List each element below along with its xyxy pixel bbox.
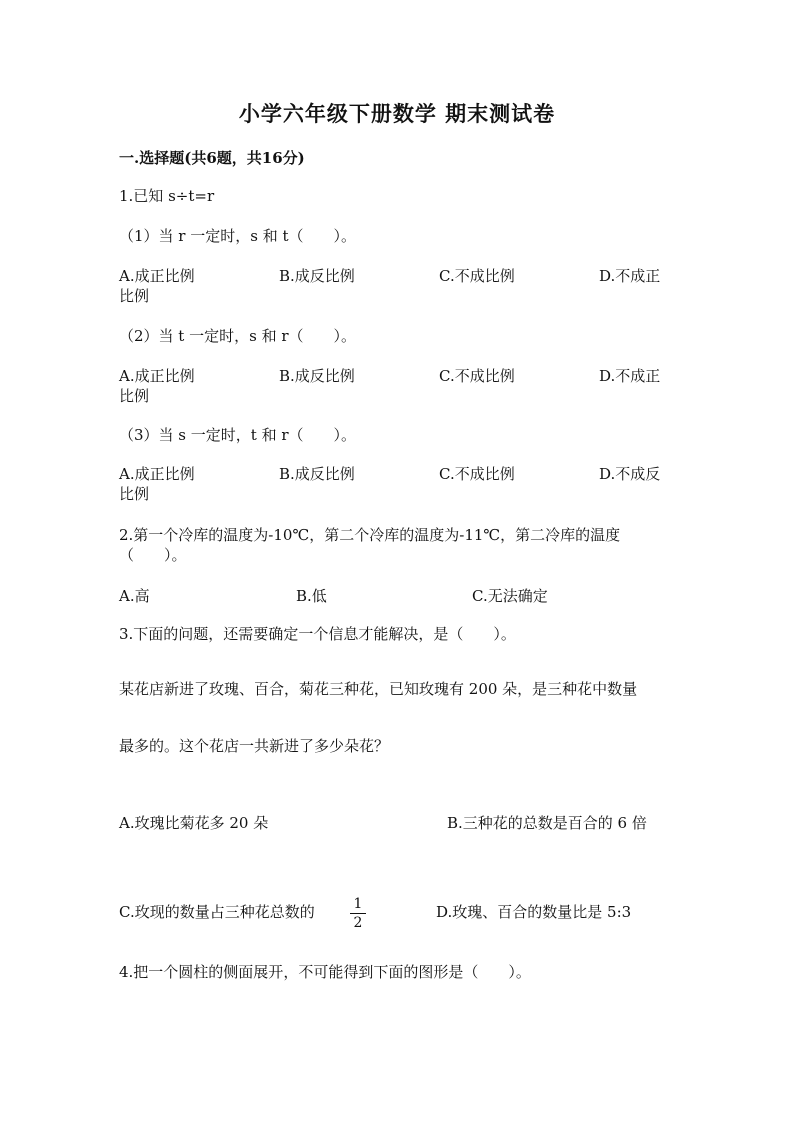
q1-sub1-option-b: B.成反比例 [279,267,355,285]
fraction-denominator: 2 [353,915,363,931]
q3-paragraph-2: 最多的。这个花店一共新进了多少朵花？ [119,737,390,755]
q3-option-c: C.玫现的数量占三种花总数的 [119,903,315,921]
q2-option-a: A.高 [119,587,150,605]
q3-option-a: A.玫瑰比菊花多 20 朵 [119,814,269,832]
q1-sub1-option-d-wrap: 比例 [119,287,150,305]
q3-option-d: D.玫瑰、百合的数量比是 5:3 [436,903,632,921]
q2-option-b: B.低 [296,587,327,605]
q1-sub1-text: （1）当 r 一定时，s 和 t（ ）。 [119,227,357,245]
q1-sub3-text: （3）当 s 一定时，t 和 r（ ）。 [119,426,357,444]
q1-sub3-option-d: D.不成反 [599,465,661,483]
q1-sub2-option-d: D.不成正 [599,367,661,385]
q3-stem: 3.下面的问题，还需要确定一个信息才能解决，是（ ）。 [119,625,516,643]
fraction-numerator: 1 [353,896,363,912]
q1-stem: 1.已知 s÷t=r [119,187,215,205]
q1-sub3-option-c: C.不成比例 [439,465,515,483]
q3-paragraph-1: 某花店新进了玫瑰、百合，菊花三种花，已知玫瑰有 200 朵，是三种花中数量 [119,680,638,698]
q1-sub1-option-a: A.成正比例 [119,267,195,285]
q1-sub2-option-c: C.不成比例 [439,367,515,385]
q1-sub2-text: （2）当 t 一定时，s 和 r（ ）。 [119,327,357,345]
q1-sub2-option-b: B.成反比例 [279,367,355,385]
q1-sub2-option-d-wrap: 比例 [119,387,150,405]
q1-sub2-option-a: A.成正比例 [119,367,195,385]
q1-sub3-option-a: A.成正比例 [119,465,195,483]
q4-stem: 4.把一个圆柱的侧面展开，不可能得到下面的图形是（ ）。 [119,963,531,981]
page-title: 小学六年级下册数学 期末测试卷 [238,101,556,126]
q2-option-c: C.无法确定 [472,587,548,605]
q1-sub1-option-d: D.不成正 [599,267,661,285]
q3-option-c-fraction [350,896,366,931]
q1-sub3-option-b: B.成反比例 [279,465,355,483]
q1-sub3-option-d-wrap: 比例 [119,485,150,503]
section-heading: 一.选择题(共6题，共16分) [119,149,305,167]
q2-stem: 2.第一个冷库的温度为-10℃，第二个冷库的温度为-11℃，第二冷库的温度 [119,526,621,544]
q3-option-b: B.三种花的总数是百合的 6 倍 [447,814,647,832]
q1-sub1-option-c: C.不成比例 [439,267,515,285]
fraction-bar [350,913,366,914]
q2-stem-blank: （ ）。 [119,546,187,564]
